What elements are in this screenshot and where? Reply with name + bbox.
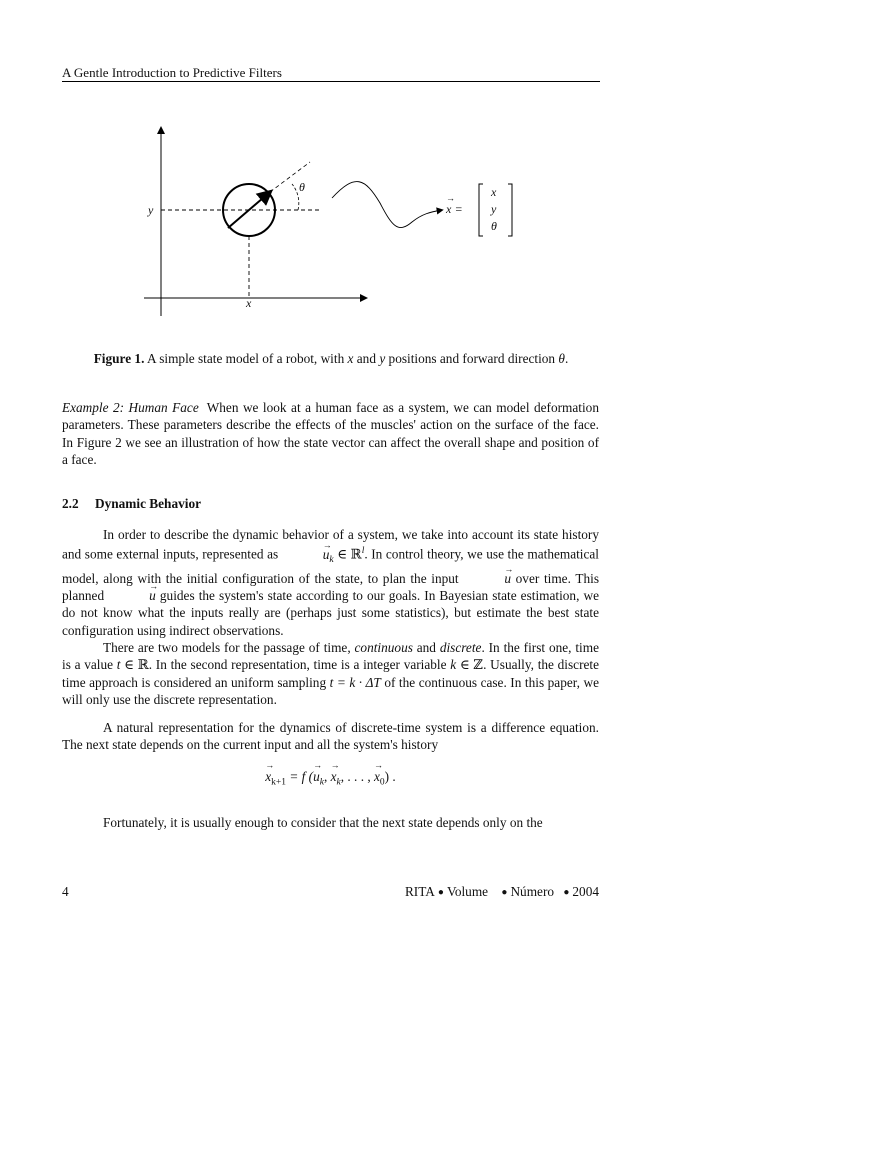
caption-label: Figure 1. <box>93 351 145 366</box>
running-title: A Gentle Introduction to Predictive Filters <box>62 65 282 80</box>
difference-equation: → $x_{k+1} = f$ (→ $u_k$, → $x_k$, . . . , → $x_0$) . <box>62 769 599 788</box>
robot-diagram <box>130 118 530 323</box>
example-paragraph <box>62 399 599 468</box>
left-bracket <box>479 184 483 236</box>
section-number: 2.2 <box>62 496 79 511</box>
section-title: Dynamic Behavior <box>95 496 201 511</box>
page-number: 4 <box>62 884 69 899</box>
x-label: x <box>246 296 252 310</box>
journal-info: RITA ● Volume ● Número ● 2004 <box>404 884 599 899</box>
y-label: y <box>148 203 154 217</box>
figure-caption: Figure 1. A simple state model of a robot, with x and y positions and forward direction θ. <box>93 351 569 366</box>
section-heading <box>62 496 201 512</box>
example-body: When we look at a human face as a system, we can model deformation parameters. These parameters describe the effects of the muscles' action on the surface of the face. In Figure 2 we see an illustration of how the state vector can affect the overall shape and position of a face. <box>62 400 599 467</box>
state-entry-y: y <box>491 202 497 216</box>
state-entry-theta: θ <box>491 219 497 233</box>
theta-arc <box>292 184 299 210</box>
state-vector-lhs: → x = <box>446 202 462 217</box>
right-bracket <box>508 184 512 236</box>
paragraph-2: There are two models for the passage of time, continuous and discrete. In the first one, time is a value t ∈ ℝ. In the second representation, time is a integer variable k ∈ ℤ. Usually, the discrete time approach is considered an uniform sampling t = k · ΔT of the continuous case. In this paper, we will only use the discrete representation. <box>62 640 600 707</box>
theta-label: θ <box>299 180 305 194</box>
state-entry-x: x <box>491 185 497 199</box>
paragraph-3: A natural representation for the dynamics of discrete-time system is a difference equation. The next state depends on the current input and all the system's history <box>62 720 599 753</box>
robot-state-figure <box>130 118 530 323</box>
example-title: Example 2: Human Face <box>62 400 199 415</box>
running-header <box>62 66 600 82</box>
mapping-arrow <box>332 182 442 228</box>
paragraph-4: Fortunately, it is usually enough to consider that the next state depends only on the <box>103 815 543 830</box>
paragraph-1: In order to describe the dynamic behavior of a system, we take into account its state history and some external inputs, represented as → $u_k$ ∈ ℝ$^l$. In control theory, we use the mathematical model, along with the initial configuration of the state, to plan the input → u over time. This planned → u guides the system's state according to our goals. In Bayesian state estimation, we do not know what the inputs really are (perhaps just some statistics), but estimate the best state configuration using indirect observations. <box>62 526 599 639</box>
page-footer <box>62 884 599 900</box>
